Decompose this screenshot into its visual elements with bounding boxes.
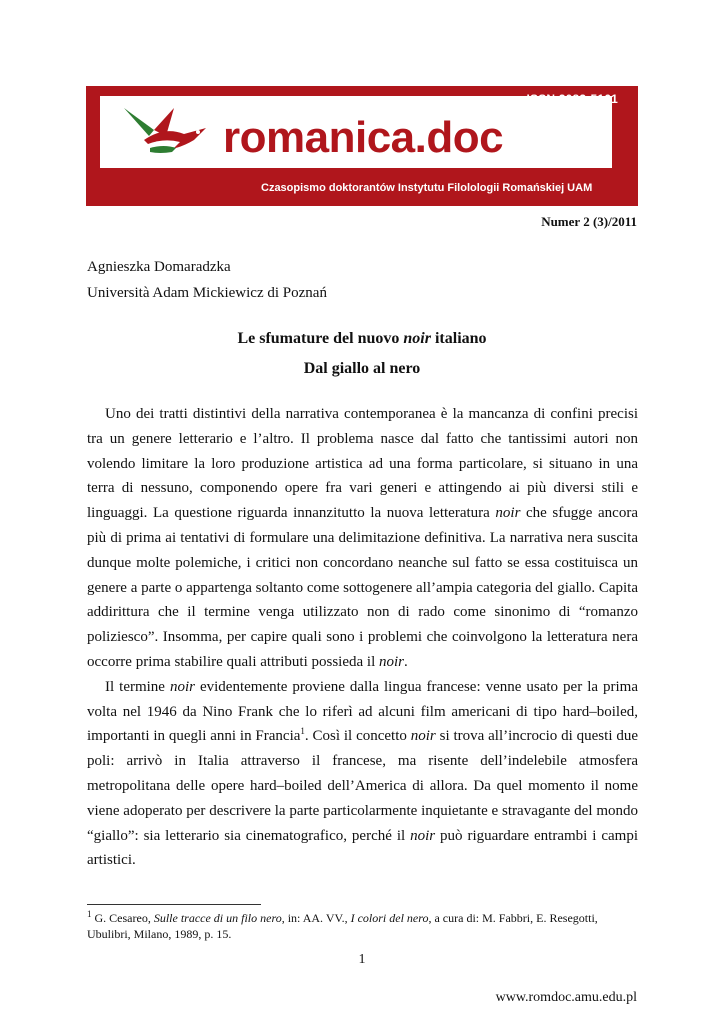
brand-dot: . <box>414 113 427 162</box>
text-run: , in: AA. VV., <box>281 911 351 925</box>
italic-text: noir <box>410 827 436 844</box>
author-affiliation: Università Adam Mickiewicz di Poznań <box>87 285 327 301</box>
text-run: Il termine <box>105 678 170 695</box>
footnote-ref: 1 <box>87 909 92 919</box>
text-run: G. Cesareo, <box>91 911 154 925</box>
footnote-separator <box>87 904 261 905</box>
title-part-italic: noir <box>403 330 431 347</box>
italic-text: Sulle tracce di un filo nero <box>153 911 282 925</box>
page-number: 1 <box>358 952 366 967</box>
author-name: Agnieszka Domaradzka <box>87 259 231 275</box>
italic-text: noir <box>379 653 405 670</box>
text-run: , a cura di: M. Fabbri, E. Resegotti, Ubulibri, Milano, 1989, p. 15. <box>87 911 598 941</box>
italic-text: I colori del nero <box>350 911 429 925</box>
journal-subtitle: Czasopismo doktorantów Instytutu Filolologii Romańskiej UAM <box>261 182 593 194</box>
brand-main: romanica <box>223 113 415 162</box>
article-subtitle: Dal giallo al nero <box>303 360 421 377</box>
italic-text: noir <box>495 505 521 522</box>
article-body <box>87 402 638 873</box>
journal-banner <box>86 86 638 206</box>
title-part-2: italiano <box>430 330 487 347</box>
issn-label: ISSN 2082-5161 <box>526 92 618 106</box>
italic-text: noir <box>410 728 436 745</box>
text-run: . Così il concetto <box>304 728 411 745</box>
bird-logo-icon <box>114 100 214 168</box>
paragraph <box>87 402 638 675</box>
footnote-ref: 1 <box>300 726 305 737</box>
text-run: evidentemente proviene dalla lingua francese: venne usato per la prima volta nel 1946 da Nino Frank che lo riferì ad alcuni film americani di tipo hard–boiled, importanti in quegli anni in Francia <box>87 678 638 745</box>
text-run: può riguardare entrambi i campi artistici. <box>87 827 638 869</box>
text-run: si trova all’incrocio di questi due poli: arrivò in Italia attraverso il francese, ma risente dell’indelebile atmosfera metropolitana delle opere hard–boiled dell’America di allora. Da quel momento il nome viene adoperato per descrivere la parte particolarmente inquietante e stravagante del mondo “giallo”: sia letterario sia cinematografico, perché il <box>87 728 638 844</box>
text-run: che sfugge ancora più di prima ai tentativi di formulare una delimitazione definitiva. La narrativa nera suscita dunque molte polemiche, i critici non concordano neanche sul fatto se essa costituisca un genere a parte o appartenga soltanto come sottogenere all’ampia categoria del giallo. Capita addirittura che il termine venga utilizzato non di rado come sinonimo di “romanzo poliziesco”. Insomma, per capire quali sono i problemi che coinvolgono la letteratura nera occorre prima stabilire quali attributi possieda il <box>87 505 639 670</box>
issue-number: Numer 2 (3)/2011 <box>541 214 637 229</box>
article-title <box>0 330 724 348</box>
footer-url: www.romdoc.amu.edu.pl <box>495 990 637 1005</box>
footnote <box>87 910 638 942</box>
journal-title <box>223 112 503 164</box>
title-part-1: Le sfumature del nuovo <box>237 330 404 347</box>
italic-text: noir <box>169 678 195 695</box>
paragraph <box>87 675 638 873</box>
text-run: . <box>404 653 408 670</box>
text-run: Uno dei tratti distintivi della narrativa contemporanea è la mancanza di confini precisi tra un genere letterario e l’altro. Il problema nasce dal fatto che tantissimi autori non volendo limitare la loro produzione artistica ad una forma particolare, si situano in una terra di nessuno, componendo opere fra vari generi e attingendo ai più diversi stili e linguaggi. La questione riguarda innanzitutto la nuova letteratura <box>87 406 638 522</box>
brand-ext: doc <box>426 113 504 162</box>
